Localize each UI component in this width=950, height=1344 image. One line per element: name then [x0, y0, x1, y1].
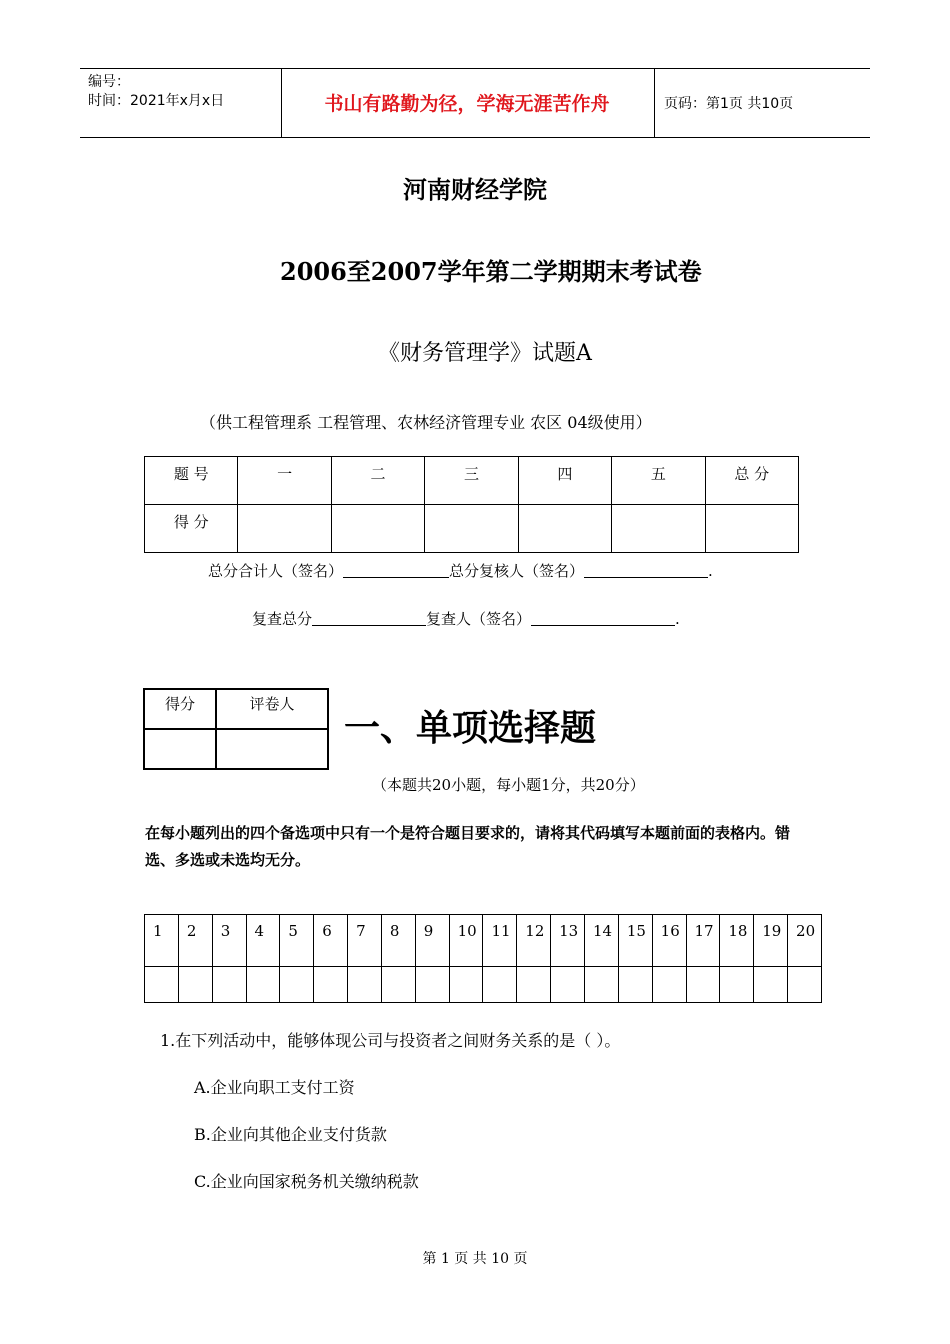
recheck-total-label: 复查总分 — [252, 610, 313, 628]
question-option-c: C.企业向国家税务机关缴纳税款 — [194, 1172, 419, 1191]
answer-cell[interactable] — [483, 967, 517, 1003]
line-end: . — [675, 610, 680, 628]
answer-cell[interactable] — [415, 967, 449, 1003]
grader-score-cell[interactable] — [144, 729, 216, 769]
answer-number: 5 — [280, 915, 314, 967]
answer-number: 10 — [449, 915, 483, 967]
score-cell[interactable] — [705, 505, 798, 553]
rechecker-blank[interactable] — [531, 609, 675, 626]
score-header-cell: 题 号 — [145, 457, 238, 505]
question-option-b: B.企业向其他企业支付货款 — [194, 1125, 387, 1144]
rechecker-label: 复查人（签名） — [426, 610, 532, 628]
answer-cell[interactable] — [178, 967, 212, 1003]
header-meta — [88, 73, 224, 111]
answer-number: 18 — [720, 915, 754, 967]
answer-number: 20 — [788, 915, 822, 967]
section-note: （本题共20小题，每小题1分，共20分） — [372, 776, 645, 794]
answer-number: 4 — [246, 915, 280, 967]
grader-box — [143, 688, 329, 770]
score-row-label: 得 分 — [145, 505, 238, 553]
answer-cell[interactable] — [652, 967, 686, 1003]
answer-cell[interactable] — [788, 967, 822, 1003]
score-header-cell: 二 — [331, 457, 424, 505]
answer-number: 2 — [178, 915, 212, 967]
answer-number: 6 — [314, 915, 348, 967]
answer-cell[interactable] — [381, 967, 415, 1003]
answer-cell[interactable] — [246, 967, 280, 1003]
score-cell[interactable] — [518, 505, 611, 553]
page-footer: 第 1 页 共 10 页 — [422, 1251, 528, 1267]
total-reviewer-blank[interactable] — [584, 561, 708, 578]
header-divider — [654, 69, 655, 137]
usage-note: （供工程管理系 工程管理、农林经济管理专业 农区 04级使用） — [200, 413, 652, 432]
answer-cell[interactable] — [517, 967, 551, 1003]
score-header-cell: 总 分 — [705, 457, 798, 505]
answer-number: 1 — [145, 915, 179, 967]
answer-number: 15 — [618, 915, 652, 967]
answer-blank-row — [145, 967, 822, 1003]
question-stem: 1.在下列活动中，能够体现公司与投资者之间财务关系的是（ ）。 — [160, 1031, 621, 1050]
answer-cell[interactable] — [314, 967, 348, 1003]
total-signer-blank[interactable] — [343, 561, 449, 578]
signature-line-2 — [252, 608, 680, 629]
grader-name-label: 评卷人 — [216, 689, 328, 729]
recheck-total-blank[interactable] — [312, 609, 426, 626]
answer-grid — [144, 914, 822, 1003]
section-title: 一、单项选择题 — [344, 707, 597, 749]
grader-name-cell[interactable] — [216, 729, 328, 769]
grader-score-label: 得分 — [144, 689, 216, 729]
answer-cell[interactable] — [348, 967, 382, 1003]
score-header-row — [145, 457, 799, 505]
total-signer-label: 总分合计人（签名） — [208, 562, 344, 580]
answer-number: 11 — [483, 915, 517, 967]
score-value-row — [145, 505, 799, 553]
answer-number: 17 — [686, 915, 720, 967]
section-instruction: 在每小题列出的四个备选项中只有一个是符合题目要求的，请将其代码填写本题前面的表格内。错选、多选或未选均无分。 — [145, 824, 791, 869]
exam-title: 2006至2007学年第二学期期末考试卷 — [280, 257, 702, 286]
score-header-cell: 一 — [238, 457, 331, 505]
answer-number: 19 — [754, 915, 788, 967]
answer-number: 13 — [551, 915, 585, 967]
header-motto: 书山有路勤为径，学海无涯苦作舟 — [324, 93, 610, 115]
question-option-a: A.企业向职工支付工资 — [194, 1078, 355, 1097]
score-cell[interactable] — [612, 505, 705, 553]
score-table — [144, 456, 799, 553]
score-header-cell: 三 — [425, 457, 518, 505]
answer-cell[interactable] — [584, 967, 618, 1003]
score-header-cell: 五 — [612, 457, 705, 505]
answer-cell[interactable] — [551, 967, 585, 1003]
answer-cell[interactable] — [212, 967, 246, 1003]
answer-number-row — [145, 915, 822, 967]
total-reviewer-label: 总分复核人（签名） — [449, 562, 585, 580]
answer-cell[interactable] — [618, 967, 652, 1003]
line-end: . — [708, 562, 713, 580]
score-cell[interactable] — [425, 505, 518, 553]
answer-cell[interactable] — [145, 967, 179, 1003]
time-label: 时间：2021年x月x日 — [88, 93, 225, 109]
answer-number: 7 — [348, 915, 382, 967]
answer-cell[interactable] — [754, 967, 788, 1003]
score-cell[interactable] — [331, 505, 424, 553]
answer-number: 9 — [415, 915, 449, 967]
signature-line-1 — [208, 560, 713, 581]
document-header — [80, 68, 870, 138]
answer-number: 3 — [212, 915, 246, 967]
answer-cell[interactable] — [720, 967, 754, 1003]
paper-title: 《财务管理学》试题A — [378, 341, 592, 366]
page-code: 页码：第1页 共10页 — [664, 96, 794, 112]
number-label: 编号： — [88, 74, 130, 90]
answer-cell[interactable] — [449, 967, 483, 1003]
answer-number: 16 — [652, 915, 686, 967]
answer-cell[interactable] — [686, 967, 720, 1003]
score-header-cell: 四 — [518, 457, 611, 505]
score-cell[interactable] — [238, 505, 331, 553]
answer-number: 8 — [381, 915, 415, 967]
answer-cell[interactable] — [280, 967, 314, 1003]
answer-number: 12 — [517, 915, 551, 967]
school-name: 河南财经学院 — [403, 176, 547, 204]
answer-number: 14 — [584, 915, 618, 967]
